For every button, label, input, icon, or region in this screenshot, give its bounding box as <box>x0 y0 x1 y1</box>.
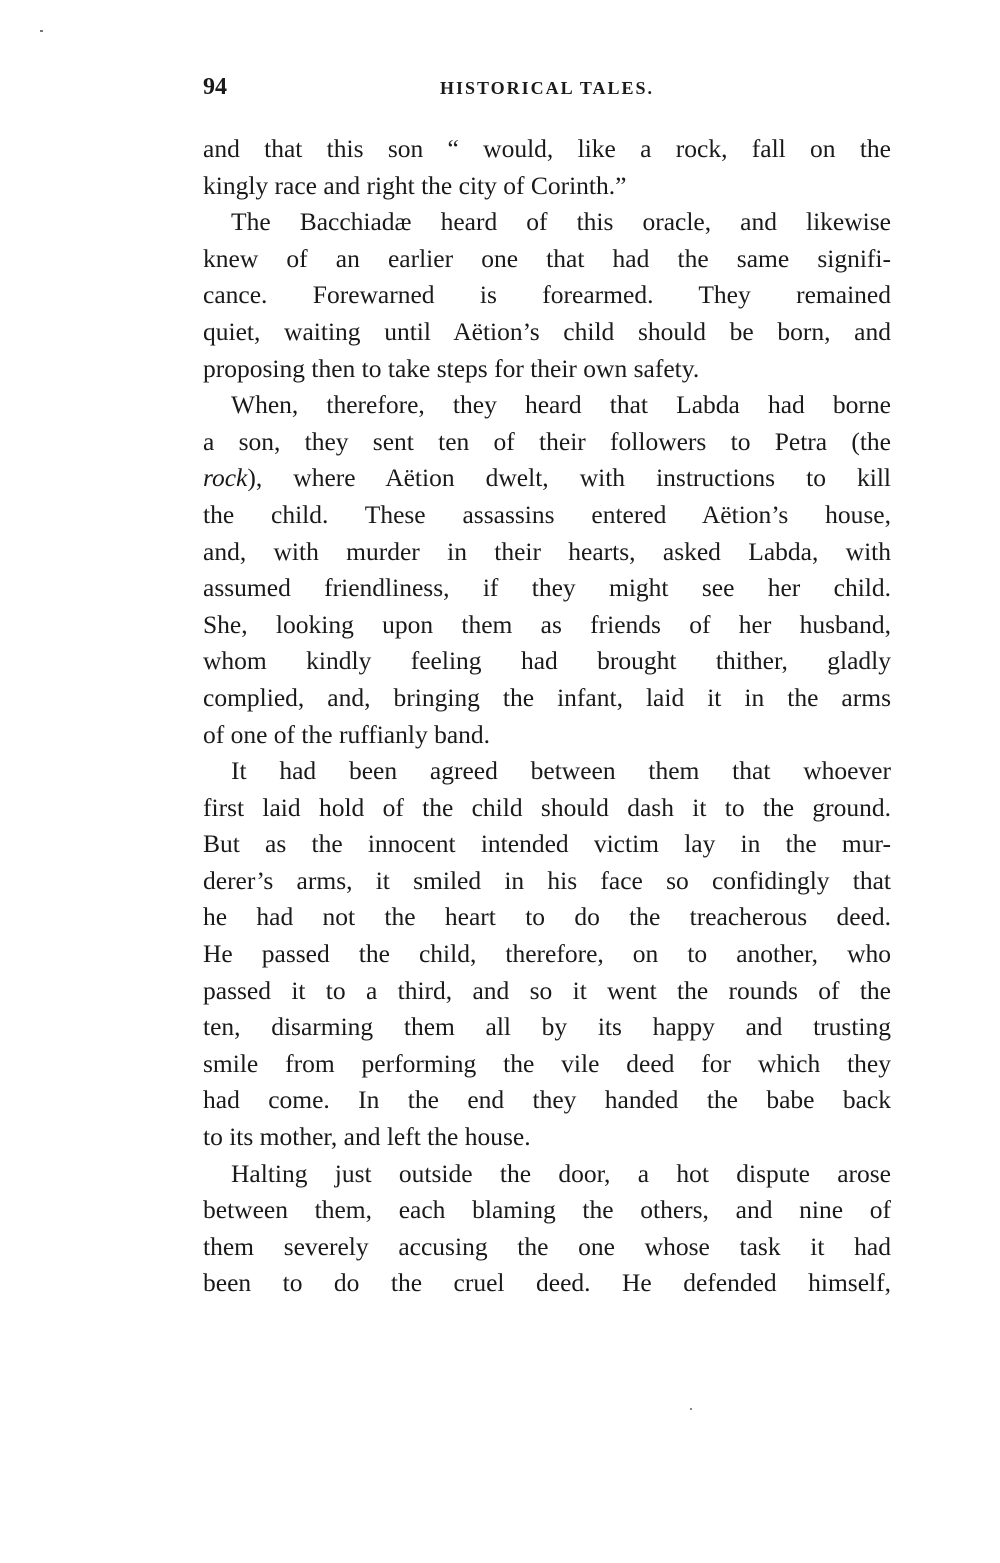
paragraph-first-line: When, therefore, they heard that Labda had borne <box>231 390 891 420</box>
text-line: and, with murder in their hearts, asked Labda, with <box>203 536 891 566</box>
text-line: to its mother, and left the house. <box>203 1122 531 1152</box>
text-line: kingly race and right the city of Corinth.” <box>203 170 627 200</box>
text-line: he had not the heart to do the treacherous deed. <box>203 902 891 932</box>
text-line: been to do the cruel deed. He defended himself, <box>203 1268 891 1298</box>
text-line-italic-start <box>203 460 891 497</box>
paragraph-first-line: The Bacchiadæ heard of this oracle, and likewise <box>231 207 891 237</box>
text-line: them severely accusing the one whose task it had <box>203 1231 891 1261</box>
text-line: knew of an earlier one that had the same signifi- <box>203 243 891 273</box>
body-text <box>203 131 891 1302</box>
text-line-rest: ), where Aëtion dwelt, with instructions to kill <box>247 463 891 493</box>
text-line: proposing then to take steps for their own safety. <box>203 353 700 383</box>
text-line: He passed the child, therefore, on to another, who <box>203 939 891 969</box>
text-line: first laid hold of the child should dash it to the ground. <box>203 792 891 822</box>
italic-rock: rock <box>203 463 248 493</box>
page-header <box>203 72 891 108</box>
scan-speck <box>690 1408 692 1410</box>
text-line: ten, disarming them all by its happy and trusting <box>203 1012 891 1042</box>
text-line: and that this son “ would, like a rock, fall on the <box>203 134 891 163</box>
page-number: 94 <box>203 74 227 100</box>
text-line: She, looking upon them as friends of her husband, <box>203 609 891 639</box>
text-line: quiet, waiting until Aëtion’s child should be born, and <box>203 316 891 346</box>
text-line: passed it to a third, and so it went the rounds of the <box>203 975 891 1005</box>
text-line: between them, each blaming the others, and nine of <box>203 1195 891 1225</box>
text-line: derer’s arms, it smiled in his face so confidingly that <box>203 865 891 895</box>
text-line: cance. Forewarned is forearmed. They remained <box>203 280 891 310</box>
paragraph-first-line: It had been agreed between them that whoever <box>231 756 891 786</box>
text-line: a son, they sent ten of their followers to Petra (the <box>203 426 891 456</box>
running-head: HISTORICAL TALES. <box>439 78 655 98</box>
text-line: smile from performing the vile deed for which they <box>203 1048 891 1078</box>
text-line: whom kindly feeling had brought thither, gladly <box>203 646 891 676</box>
text-line: the child. These assassins entered Aëtion’s house, <box>203 499 891 529</box>
text-line: had come. In the end they handed the babe back <box>203 1085 891 1115</box>
text-line: But as the innocent intended victim lay in the mur- <box>203 829 891 859</box>
text-line: complied, and, bringing the infant, laid it in the arms <box>203 682 891 712</box>
text-line: of one of the ruffianly band. <box>203 719 491 749</box>
scan-speck <box>40 30 43 32</box>
text-line: assumed friendliness, if they might see her child. <box>203 573 891 603</box>
paragraph-first-line: Halting just outside the door, a hot dispute arose <box>231 1158 891 1188</box>
